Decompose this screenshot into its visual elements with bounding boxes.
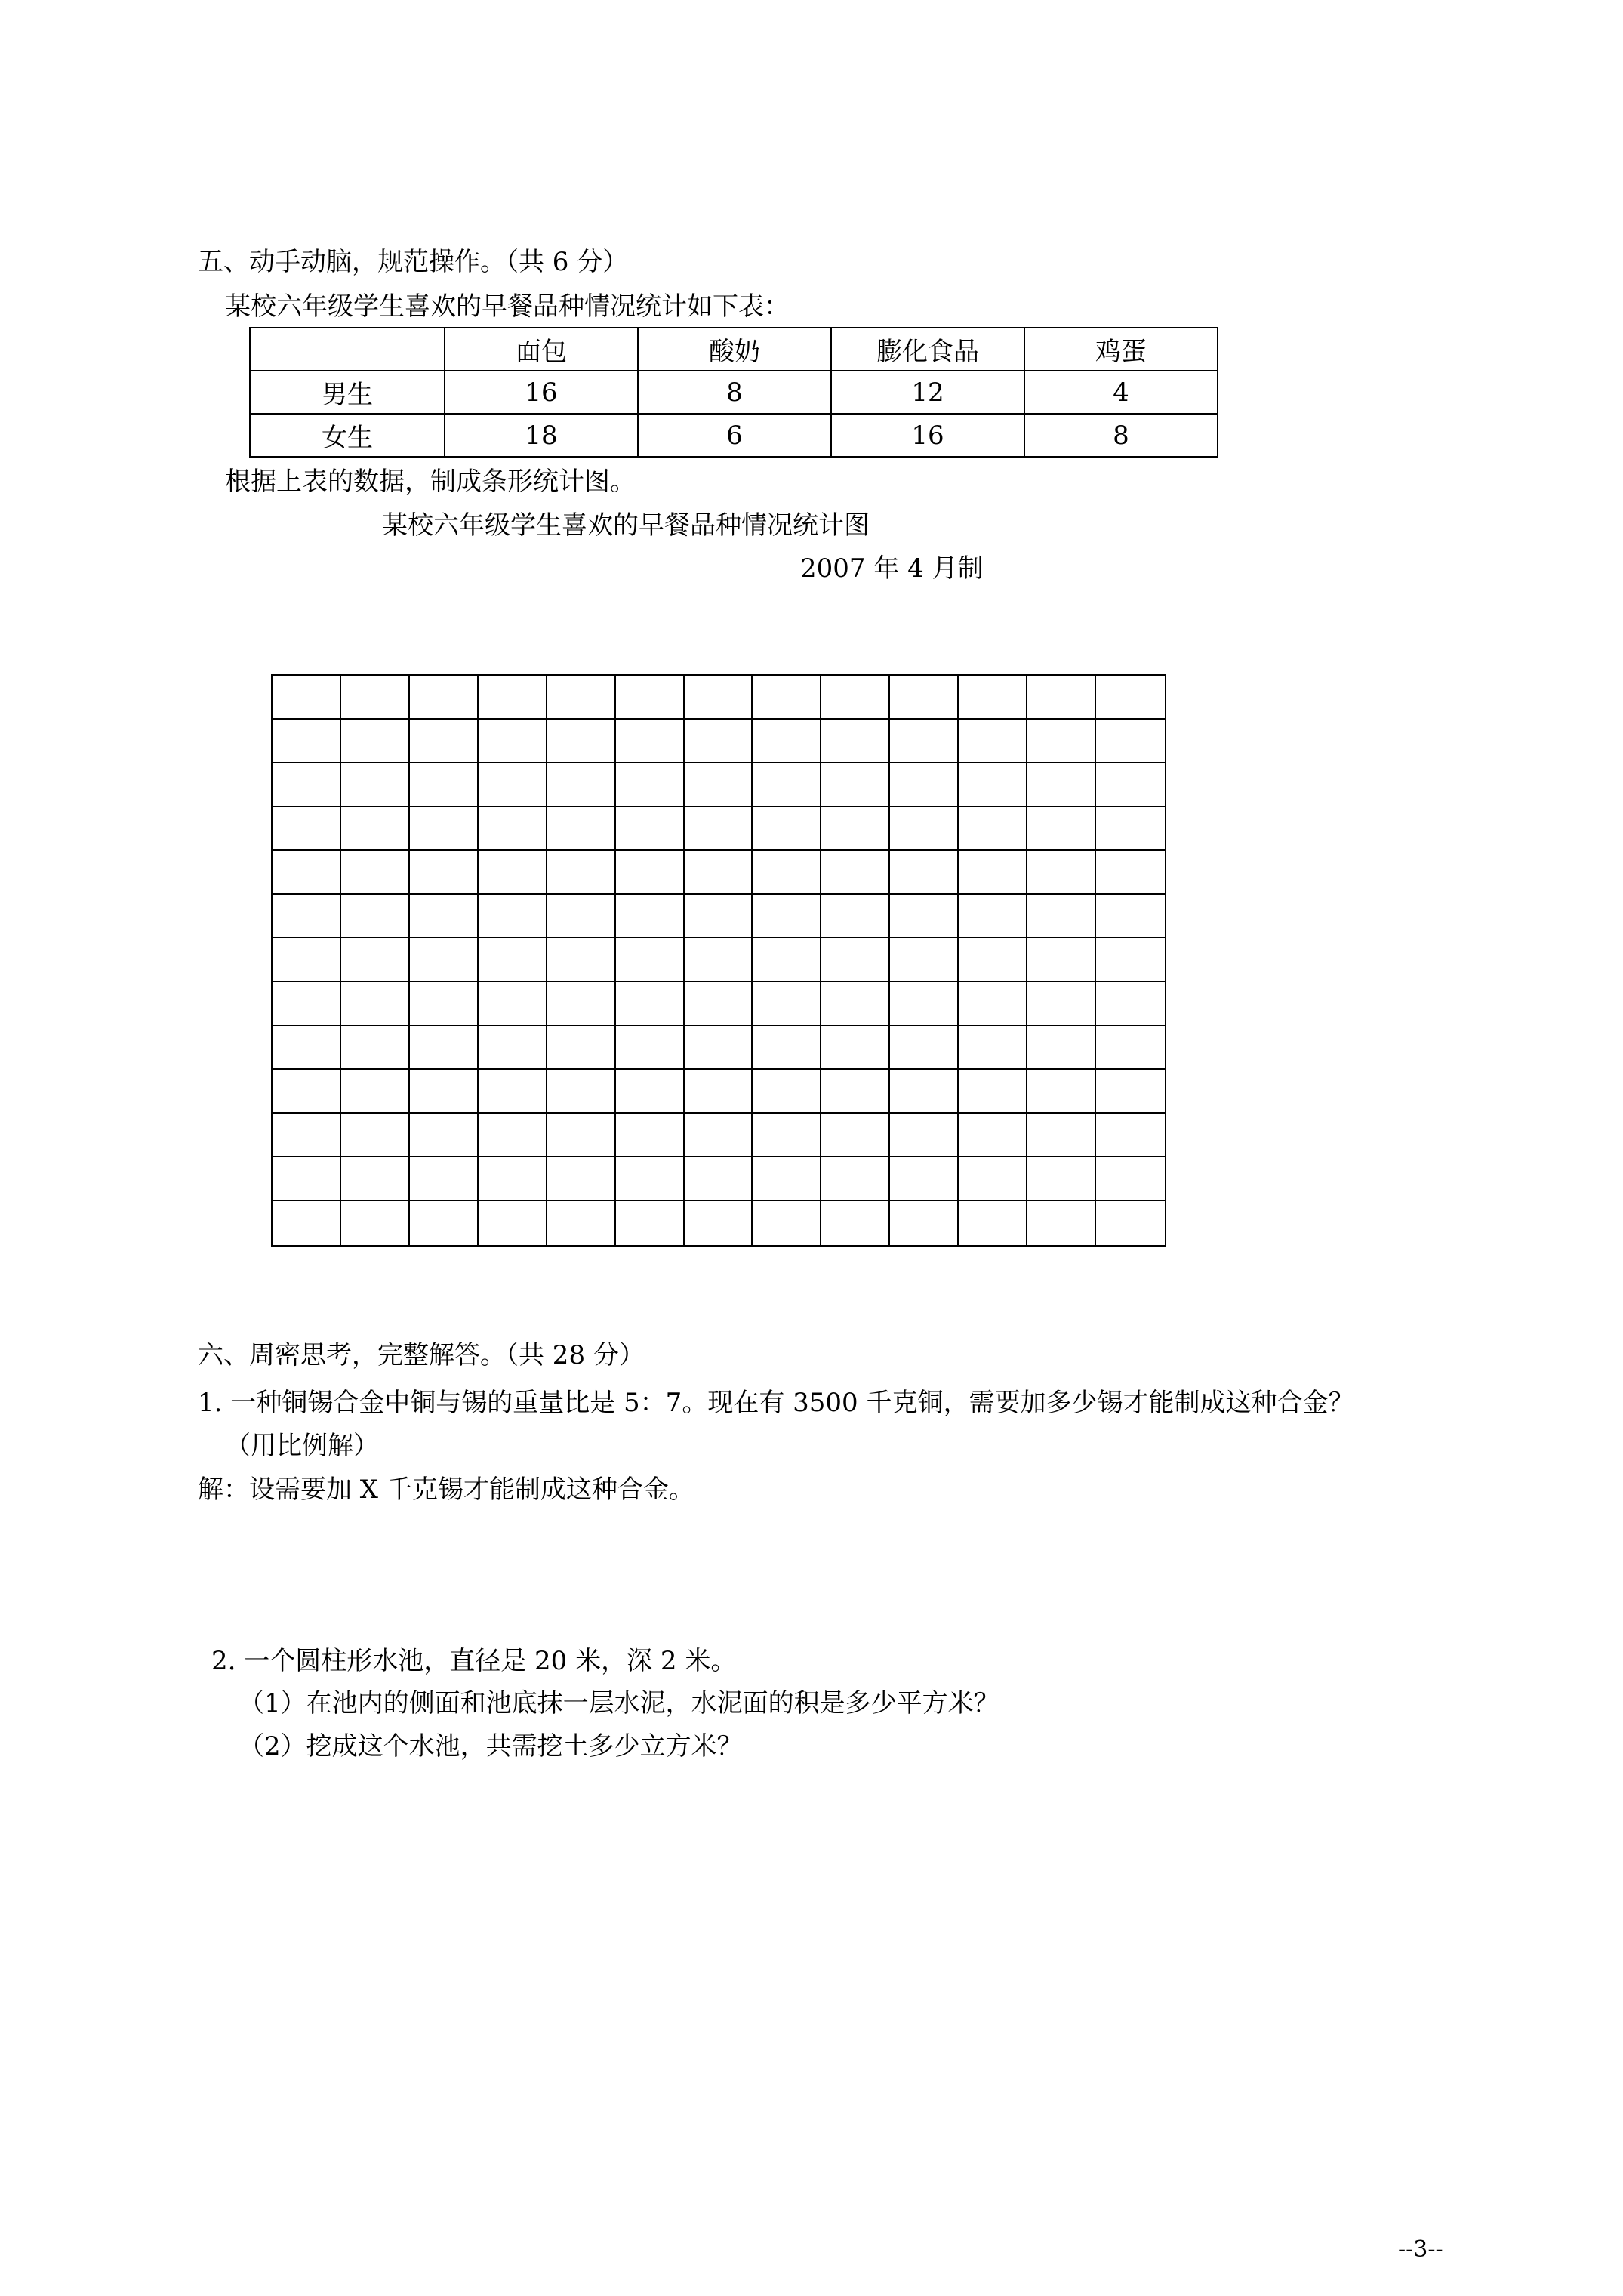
grid-cell	[685, 1114, 753, 1157]
grid-cell	[821, 1157, 890, 1201]
grid-cell	[753, 1026, 821, 1070]
grid-cell	[1096, 676, 1165, 720]
table-cell: 8	[1024, 414, 1218, 457]
grid-cell	[890, 1114, 959, 1157]
page-number: --3--	[1398, 2236, 1443, 2263]
grid-cell	[1027, 1157, 1096, 1201]
grid-cell	[273, 1114, 341, 1157]
grid-cell	[753, 895, 821, 938]
grid-cell	[273, 938, 341, 982]
grid-cell	[410, 720, 479, 763]
grid-cell	[273, 807, 341, 851]
grid-cell	[753, 1070, 821, 1114]
grid-cell	[685, 982, 753, 1026]
grid-cell	[753, 807, 821, 851]
grid-cell	[547, 895, 616, 938]
grid-cell	[341, 807, 410, 851]
grid-cell	[890, 1070, 959, 1114]
grid-cell	[616, 938, 685, 982]
grid-cell	[1096, 807, 1165, 851]
grid-cell	[1027, 938, 1096, 982]
grid-cell	[547, 1070, 616, 1114]
table-cell: 膨化食品	[831, 328, 1024, 371]
grid-cell	[959, 1026, 1027, 1070]
grid-cell	[341, 720, 410, 763]
grid-cell	[547, 807, 616, 851]
grid-cell	[753, 763, 821, 807]
grid-cell	[547, 982, 616, 1026]
grid-cell	[959, 1157, 1027, 1201]
grid-cell	[410, 807, 479, 851]
grid-cell	[685, 1026, 753, 1070]
grid-cell	[479, 807, 547, 851]
grid-cell	[1027, 720, 1096, 763]
grid-cell	[479, 1070, 547, 1114]
question2-part1: （1）在池内的侧面和池底抹一层水泥，水泥面的积是多少平方米？	[239, 1688, 999, 1718]
grid-cell	[753, 938, 821, 982]
grid-cell	[959, 851, 1027, 895]
grid-cell	[273, 763, 341, 807]
grid-cell	[959, 895, 1027, 938]
grid-cell	[479, 895, 547, 938]
grid-cell	[479, 1157, 547, 1201]
grid-cell	[685, 938, 753, 982]
grid-cell	[1027, 895, 1096, 938]
grid-cell	[821, 982, 890, 1026]
grid-cell	[1027, 1070, 1096, 1114]
grid-cell	[821, 895, 890, 938]
grid-cell	[1096, 763, 1165, 807]
grid-cell	[685, 807, 753, 851]
grid-cell	[685, 1070, 753, 1114]
grid-cell	[410, 1026, 479, 1070]
grid-cell	[273, 676, 341, 720]
grid-cell	[959, 938, 1027, 982]
grid-cell	[753, 676, 821, 720]
grid-cell	[959, 807, 1027, 851]
grid-cell	[1096, 982, 1165, 1026]
grid-cell	[616, 1114, 685, 1157]
grid-cell	[616, 720, 685, 763]
grid-cell	[410, 1201, 479, 1245]
grid-cell	[547, 1201, 616, 1245]
grid-cell	[410, 938, 479, 982]
grid-cell	[959, 1070, 1027, 1114]
grid-cell	[341, 1026, 410, 1070]
grid-cell	[890, 938, 959, 982]
grid-cell	[616, 1157, 685, 1201]
table-cell: 鸡蛋	[1024, 328, 1218, 371]
grid-cell	[479, 720, 547, 763]
grid-cell	[890, 1026, 959, 1070]
chart-instruction: 根据上表的数据，制成条形统计图。	[225, 467, 636, 497]
grid-cell	[341, 938, 410, 982]
section5-intro: 某校六年级学生喜欢的早餐品种情况统计如下表：	[225, 291, 790, 322]
grid-cell	[890, 807, 959, 851]
grid-cell	[547, 1026, 616, 1070]
grid-cell	[753, 1157, 821, 1201]
grid-cell	[821, 1114, 890, 1157]
table-cell: 12	[831, 371, 1024, 414]
table-cell: 18	[445, 414, 638, 457]
table-cell: 6	[638, 414, 831, 457]
question1-text: 1. 一种铜锡合金中铜与锡的重量比是 5：7。现在有 3500 千克铜，需要加多少锡才能制成这种合金？	[198, 1388, 1354, 1418]
grid-cell	[616, 1070, 685, 1114]
grid-cell	[685, 763, 753, 807]
grid-cell	[341, 1070, 410, 1114]
grid-cell	[753, 851, 821, 895]
grid-cell	[890, 763, 959, 807]
grid-cell	[959, 982, 1027, 1026]
table-cell: 16	[445, 371, 638, 414]
grid-cell	[685, 720, 753, 763]
grid-cell	[959, 1201, 1027, 1245]
grid-cell	[479, 1114, 547, 1157]
grid-cell	[410, 1070, 479, 1114]
grid-cell	[821, 1201, 890, 1245]
grid-cell	[341, 676, 410, 720]
grid-cell	[547, 720, 616, 763]
grid-cell	[1096, 1157, 1165, 1201]
grid-cell	[547, 1114, 616, 1157]
grid-cell	[616, 763, 685, 807]
grid-cell	[547, 938, 616, 982]
grid-cell	[959, 763, 1027, 807]
grid-cell	[547, 1157, 616, 1201]
grid-cell	[410, 763, 479, 807]
grid-cell	[547, 851, 616, 895]
grid-cell	[1096, 895, 1165, 938]
grid-cell	[273, 982, 341, 1026]
grid-cell	[616, 851, 685, 895]
breakfast-table	[249, 327, 1218, 458]
grid-cell	[1096, 1026, 1165, 1070]
grid-cell	[479, 1026, 547, 1070]
grid-cell	[479, 938, 547, 982]
grid-cell	[273, 1157, 341, 1201]
grid-cell	[616, 676, 685, 720]
grid-cell	[547, 676, 616, 720]
grid-cell	[753, 720, 821, 763]
grid-cell	[685, 1201, 753, 1245]
grid-cell	[1096, 1114, 1165, 1157]
grid-cell	[616, 1201, 685, 1245]
grid-cell	[1027, 1114, 1096, 1157]
table-row	[250, 371, 1218, 414]
table-cell: 面包	[445, 328, 638, 371]
table-cell: 4	[1024, 371, 1218, 414]
grid-cell	[341, 763, 410, 807]
grid-cell	[959, 720, 1027, 763]
grid-cell	[273, 1201, 341, 1245]
grid-cell	[616, 895, 685, 938]
grid-cell	[479, 1201, 547, 1245]
grid-cell	[753, 1201, 821, 1245]
grid-cell	[821, 1026, 890, 1070]
grid-cell	[821, 763, 890, 807]
grid-cell	[890, 1201, 959, 1245]
grid-cell	[273, 851, 341, 895]
grid-cell	[890, 982, 959, 1026]
grid-cell	[616, 982, 685, 1026]
grid-cell	[1027, 676, 1096, 720]
grid-cell	[1096, 938, 1165, 982]
grid-cell	[685, 676, 753, 720]
table-cell: 16	[831, 414, 1024, 457]
grid-cell	[341, 851, 410, 895]
chart-date: 2007 年 4 月制	[800, 553, 984, 584]
grid-cell	[821, 1070, 890, 1114]
grid-cell	[821, 676, 890, 720]
grid-cell	[1096, 720, 1165, 763]
grid-cell	[959, 676, 1027, 720]
grid-cell	[1027, 982, 1096, 1026]
table-cell: 女生	[250, 414, 445, 457]
grid-cell	[547, 763, 616, 807]
grid-cell	[1027, 763, 1096, 807]
grid-cell	[959, 1114, 1027, 1157]
grid-cell	[821, 807, 890, 851]
chart-title: 某校六年级学生喜欢的早餐品种情况统计图	[382, 510, 870, 541]
grid-cell	[1027, 1201, 1096, 1245]
grid-cell	[273, 720, 341, 763]
grid-cell	[685, 851, 753, 895]
grid-cell	[479, 763, 547, 807]
section5-heading: 五、动手动脑，规范操作。（共 6 分）	[198, 247, 629, 277]
question1-note: （用比例解）	[225, 1431, 379, 1461]
grid-cell	[685, 895, 753, 938]
grid-cell	[410, 1114, 479, 1157]
grid-cell	[616, 807, 685, 851]
grid-cell	[753, 1114, 821, 1157]
grid-cell	[616, 1026, 685, 1070]
grid-cell	[753, 982, 821, 1026]
grid-cell	[479, 982, 547, 1026]
grid-cell	[479, 676, 547, 720]
section6-heading: 六、周密思考，完整解答。（共 28 分）	[198, 1340, 645, 1370]
grid-cell	[890, 851, 959, 895]
grid-cell	[273, 1026, 341, 1070]
table-row	[250, 414, 1218, 457]
grid-cell	[273, 1070, 341, 1114]
table-cell	[250, 328, 445, 371]
grid-cell	[821, 851, 890, 895]
table-cell: 8	[638, 371, 831, 414]
grid-cell	[273, 895, 341, 938]
grid-cell	[1027, 851, 1096, 895]
table-cell: 酸奶	[638, 328, 831, 371]
grid-cell	[341, 895, 410, 938]
grid-cell	[890, 720, 959, 763]
grid-cell	[341, 1201, 410, 1245]
grid-cell	[1096, 1070, 1165, 1114]
grid-cell	[410, 895, 479, 938]
grid-cell	[1027, 807, 1096, 851]
grid-cell	[1096, 851, 1165, 895]
grid-cell	[685, 1157, 753, 1201]
grid-cell	[821, 938, 890, 982]
question2-text: 2. 一个圆柱形水池，直径是 20 米，深 2 米。	[211, 1646, 737, 1676]
grid-cell	[341, 1157, 410, 1201]
grid-cell	[410, 851, 479, 895]
table-header-row	[250, 328, 1218, 371]
grid-cell	[890, 1157, 959, 1201]
grid-cell	[890, 895, 959, 938]
grid-cell	[1027, 1026, 1096, 1070]
grid-cell	[821, 720, 890, 763]
grid-cell	[1096, 1201, 1165, 1245]
blank-chart-grid	[271, 674, 1166, 1247]
grid-cell	[341, 1114, 410, 1157]
question1-solution: 解：设需要加 X 千克锡才能制成这种合金。	[198, 1475, 694, 1505]
grid-cell	[410, 676, 479, 720]
grid-cell	[341, 982, 410, 1026]
grid-cell	[410, 1157, 479, 1201]
grid-cell	[890, 676, 959, 720]
table-cell: 男生	[250, 371, 445, 414]
grid-cell	[479, 851, 547, 895]
grid-cell	[410, 982, 479, 1026]
question2-part2: （2）挖成这个水池，共需挖土多少立方米？	[239, 1731, 743, 1761]
